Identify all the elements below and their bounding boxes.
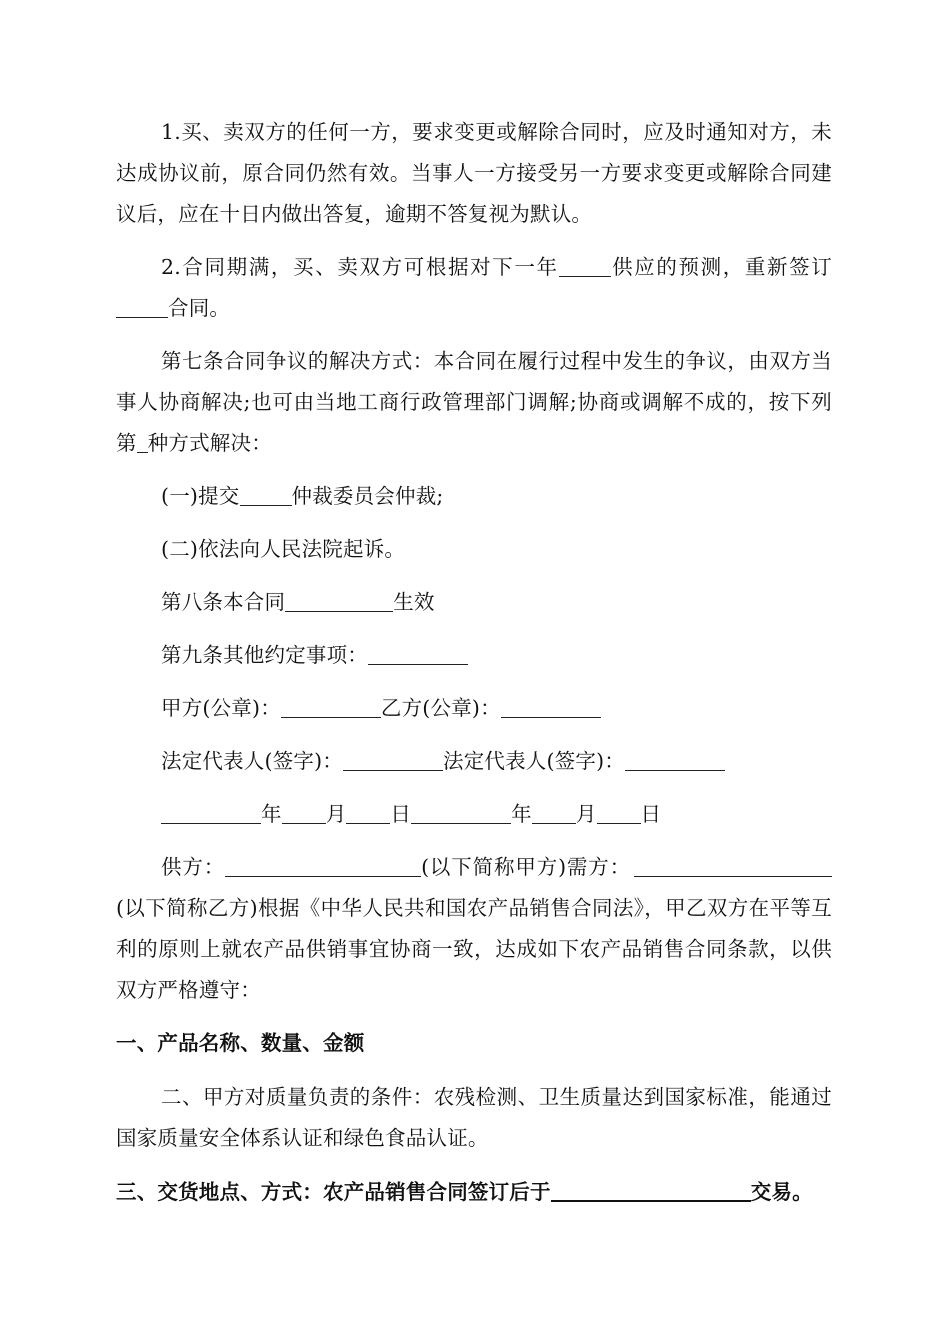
text: (以下简称甲方)需方：	[421, 855, 631, 879]
blank-line[interactable]	[240, 483, 292, 506]
text: 第七条合同争议的解决方式：本合同在履行过程中发生的争议，由双方当事人协商解决;也可由当地工商行政管理部门调解;协商或调解不成的，按下列第	[116, 349, 832, 455]
text: 仲裁委员会仲裁;	[291, 484, 444, 508]
contract-preamble	[116, 847, 832, 1011]
blank-line[interactable]	[501, 695, 601, 718]
text: 供应的预测，重新签订	[610, 255, 833, 279]
blank-line[interactable]	[634, 854, 832, 877]
blank-line[interactable]	[411, 801, 511, 824]
legal-representatives	[116, 741, 832, 782]
date-month: 月	[325, 802, 347, 826]
blank-line[interactable]	[551, 1178, 751, 1202]
text: 供方：	[161, 855, 226, 879]
text: 法定代表人(签字)：	[161, 749, 343, 773]
blank-line[interactable]	[346, 801, 390, 824]
clause-article-9-other	[116, 635, 832, 676]
date-month: 月	[575, 802, 597, 826]
clause-article-7-disputes	[116, 341, 832, 464]
clause-change-termination: 1.买、卖双方的任何一方，要求变更或解除合同时，应及时通知对方，未达成协议前，原合同仍然有效。当事人一方接受另一方要求变更或解除合同建议后，应在十日内做出答复，逾期不答复视为默认。	[116, 120, 832, 226]
section-heading-products: 一、产品名称、数量、金额	[116, 1031, 365, 1055]
blank-line[interactable]	[559, 254, 611, 277]
text: 合同。	[168, 296, 231, 320]
text: 交易。	[750, 1180, 813, 1204]
blank-line[interactable]	[137, 430, 148, 453]
option-arbitration	[116, 476, 832, 517]
text: 三、交货地点、方式：农产品销售合同签订后于	[116, 1180, 551, 1204]
blank-line[interactable]	[597, 801, 641, 824]
text: 甲方(公章)：	[161, 696, 281, 720]
blank-line[interactable]	[225, 854, 421, 877]
document-page	[116, 112, 832, 1213]
blank-line[interactable]	[281, 695, 381, 718]
blank-line[interactable]	[285, 589, 393, 612]
blank-line[interactable]	[368, 642, 468, 665]
date-day: 日	[640, 802, 662, 826]
blank-line[interactable]	[343, 748, 443, 771]
text: (一)提交	[161, 484, 240, 508]
text: 乙方(公章)：	[380, 696, 501, 720]
blank-line[interactable]	[282, 801, 326, 824]
text: 种方式解决：	[147, 431, 272, 455]
text: 法定代表人(签字)：	[443, 749, 625, 773]
blank-line[interactable]	[625, 748, 725, 771]
option-litigation: (二)依法向人民法院起诉。	[161, 537, 406, 561]
clause-contract-renewal	[116, 247, 832, 329]
blank-line[interactable]	[161, 801, 261, 824]
date-year: 年	[511, 802, 532, 826]
text: 2.合同期满，买、卖双方可根据对下一年	[161, 255, 559, 279]
clause-delivery	[116, 1172, 832, 1213]
clause-article-8-effective	[116, 582, 832, 623]
clause-quality: 二、甲方对质量负责的条件：农残检测、卫生质量达到国家标准，能通过国家质量安全体系认证和绿色食品认证。	[116, 1085, 832, 1150]
text: 生效	[393, 590, 435, 614]
date-year: 年	[261, 802, 282, 826]
date-day: 日	[390, 802, 412, 826]
blank-line[interactable]	[532, 801, 576, 824]
party-seals	[116, 688, 832, 729]
signature-dates	[116, 794, 832, 835]
blank-line[interactable]	[116, 295, 168, 318]
text: (以下简称乙方)根据《中华人民共和国农产品销售合同法》，甲乙双方在平等互利的原则上就农产品供销事宜协商一致，达成如下农产品销售合同条款，以供双方严格遵守：	[116, 896, 832, 1002]
text: 第九条其他约定事项：	[161, 643, 368, 667]
text: 第八条本合同	[161, 590, 286, 614]
